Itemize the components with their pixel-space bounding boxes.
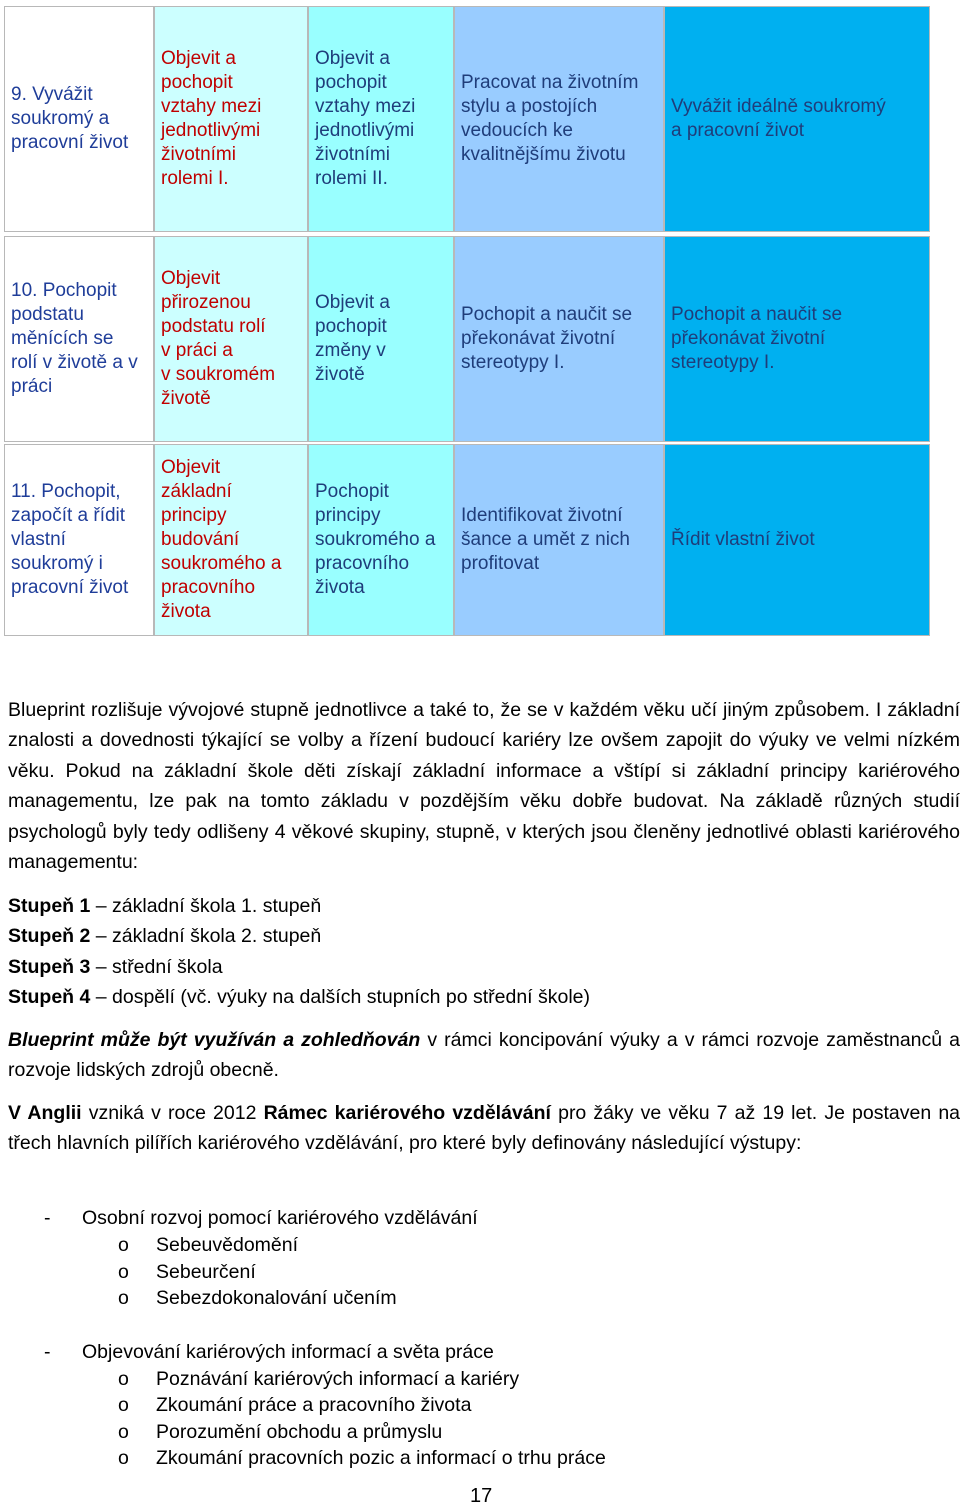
circle-bullet: o: [118, 1394, 129, 1416]
sub-list-item: [8, 1232, 960, 1259]
sub-list-item-text: Sebezdokonalování učením: [156, 1287, 397, 1309]
blueprint-usage-paragraph: [8, 1025, 960, 1086]
table-cell-r1-c4: Pracovat na životním stylu a postojích vedoucích ke kvalitnějšímu životu: [454, 6, 664, 232]
england-text-1: vzniká v roce 2012: [81, 1102, 264, 1124]
step-label: Stupeň 4: [8, 986, 91, 1009]
step-label: Stupeň 3: [8, 955, 91, 978]
list-item-title: Objevování kariérových informací a světa práce: [82, 1340, 494, 1363]
sub-list-item-text: Zkoumání pracovních pozic a informací o trhu práce: [156, 1447, 606, 1469]
step-label: Stupeň 1: [8, 895, 91, 917]
blueprint-usage-text: v rámci koncipování výuky a v rámci rozvoje zaměstnanců a rozvoje lidských zdrojů obecně.: [8, 1029, 960, 1082]
table-cell-r1-c1: 9. Vyvážit soukromý a pracovní život: [4, 6, 154, 232]
table-cell-r3-c1: 11. Pochopit, započít a řídit vlastní soukromý i pracovní život: [4, 444, 154, 636]
step-text: – základní škola 2. stupeň: [90, 925, 322, 948]
table-cell-r2-c4: Pochopit a naučit se překonávat životní stereotypy I.: [454, 236, 664, 442]
table-cell-r3-c5: Řídit vlastní život: [664, 444, 930, 636]
circle-bullet: o: [118, 1420, 129, 1443]
step-item: [8, 952, 960, 982]
list-item: [8, 1204, 960, 1232]
sub-list-item-text: Poznávání kariérových informací a kariéry: [156, 1367, 520, 1390]
table-cell-r2-c3: Objevit a pochopit změny v životě: [308, 236, 454, 442]
step-text: – střední škola: [90, 955, 223, 978]
circle-bullet: o: [118, 1447, 129, 1469]
intro-sentence-1: Blueprint rozlišuje vývojové stupně jednotlivce a také to, že se v každém věku učí jiným způsobem.: [8, 699, 870, 721]
sub-list-item: [8, 1445, 960, 1472]
table-cell-r3-c4: Identifikovat životní šance a umět z nich profitovat: [454, 444, 664, 636]
dash-bullet: -: [44, 1207, 51, 1229]
sub-list-item: [8, 1285, 960, 1312]
dash-bullet: -: [44, 1340, 51, 1363]
sub-list-item: [8, 1259, 960, 1286]
england-bold: V Anglii: [8, 1102, 82, 1124]
intro-sentence-4: Na základě různých studií psychologů byly tedy odlišeny 4 věkové skupiny, stupně, v kterých jsou členěny jednotlivé oblasti kariérového managementu:: [8, 790, 960, 874]
steps-list: [8, 891, 960, 1013]
circle-bullet: o: [118, 1234, 129, 1256]
intro-paragraph: [8, 695, 960, 877]
sub-list-item-text: Zkoumání práce a pracovního života: [156, 1394, 472, 1416]
step-text: – základní škola 1. stupeň: [90, 895, 322, 917]
sub-list-item-text: Sebeurčení: [156, 1260, 256, 1283]
sub-list-item-text: Porozumění obchodu a průmyslu: [156, 1420, 443, 1443]
table-cell-r3-c2: Objevit základní principy budování soukromého a pracovního života: [154, 444, 308, 636]
list-item: [8, 1338, 960, 1366]
page-number: 17: [470, 1485, 493, 1507]
step-item: [8, 982, 960, 1012]
table-cell-r1-c5: Vyvážit ideálně soukromý a pracovní život: [664, 6, 930, 232]
outcomes-list: [8, 1204, 960, 1472]
intro-sentence-3: Pokud na základní škole děti získají základní informace a vštípí si základní principy kariérového managementu, lze pak na tomto základu v pozdějším věku dobře budovat.: [8, 759, 960, 813]
sub-list-item: [8, 1392, 960, 1419]
blueprint-emphasis: Blueprint může být využíván a zohledňován: [8, 1029, 421, 1051]
table-cell-r2-c1: 10. Pochopit podstatu měnících se rolí v životě a v práci: [4, 236, 154, 442]
step-item: [8, 891, 960, 921]
sub-list-item: [8, 1419, 960, 1446]
step-text: – dospělí (vč. výuky na dalších stupních po střední škole): [90, 986, 591, 1009]
sub-list: [8, 1366, 960, 1472]
list-item-title: Osobní rozvoj pomocí kariérového vzdělávání: [82, 1207, 478, 1229]
england-framework-paragraph: [8, 1098, 960, 1159]
sub-list-item: [8, 1366, 960, 1393]
table-cell-r2-c2: Objevit přirozenou podstatu rolí v práci a v soukromém životě: [154, 236, 308, 442]
table-cell-r1-c3: Objevit a pochopit vztahy mezi jednotlivými životními rolemi II.: [308, 6, 454, 232]
step-label: Stupeň 2: [8, 925, 91, 948]
sub-list-item-text: Sebeuvědomění: [156, 1234, 299, 1256]
circle-bullet: o: [118, 1260, 129, 1283]
sub-list: [8, 1232, 960, 1312]
table-cell-r1-c2: Objevit a pochopit vztahy mezi jednotlivými životními rolemi I.: [154, 6, 308, 232]
table-cell-r3-c3: Pochopit principy soukromého a pracovního života: [308, 444, 454, 636]
framework-bold: Rámec kariérového vzdělávání: [263, 1102, 551, 1124]
intro-sentence-2: I základní znalosti a dovednosti týkající se volby a řízení budoucí kariéry lze ovšem zapojit do výuky ve velmi nízkém věku.: [8, 699, 960, 782]
circle-bullet: o: [118, 1287, 129, 1309]
career-blueprint-table: [0, 0, 960, 650]
table-cell-r2-c5: Pochopit a naučit se překonávat životní stereotypy I.: [664, 236, 930, 442]
step-item: [8, 921, 960, 951]
england-text-2: pro žáky ve věku 7 až 19 let. Je postaven na třech hlavních pilířích kariérového vzdělávání, pro které byly definovány následující výstupy:: [8, 1102, 960, 1155]
circle-bullet: o: [118, 1367, 129, 1390]
